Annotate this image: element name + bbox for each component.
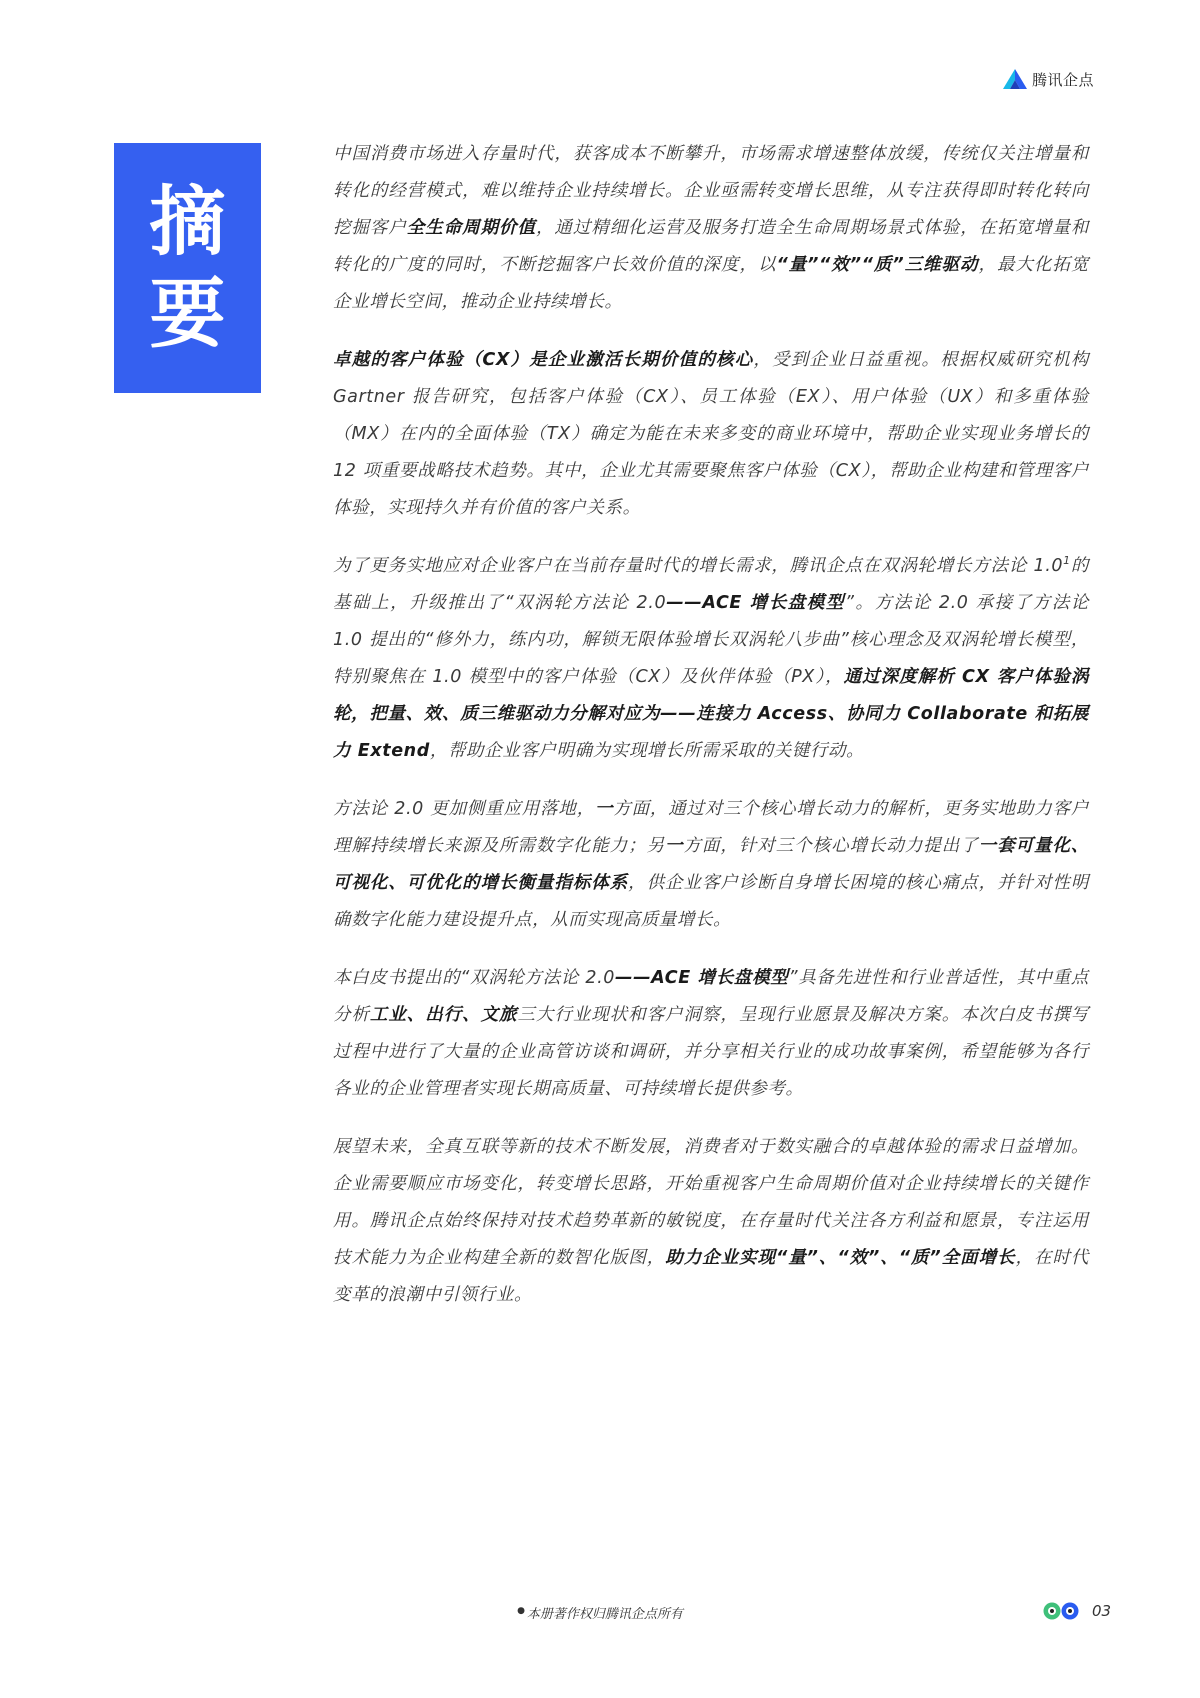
page-number-group <box>1040 1601 1111 1621</box>
p4-text-1: 方法论 2.0 更加侧重应用落地， <box>333 799 595 819</box>
p6-text-2: ，在时代变革的浪潮中引领行业。 <box>333 1248 1089 1305</box>
brand-name: 腾讯企点 <box>1032 70 1095 89</box>
qidian-mascot-icon <box>1040 1601 1088 1621</box>
p6-bold-1: 助力企业实现“量”、“效”、“质”全面增长 <box>665 1248 1016 1268</box>
p4-bold-2: 一 <box>665 836 684 856</box>
paragraph-4 <box>333 791 1089 939</box>
paragraph-1 <box>333 136 1089 321</box>
p5-bold-1: ——ACE 增长盘模型 <box>614 968 789 988</box>
p1-bold-2: “量”“效”“质”三维驱动 <box>776 255 979 275</box>
p4-text-3: 方面，针对三个核心增长动力提出了 <box>683 836 979 856</box>
paragraph-3 <box>333 548 1089 770</box>
abstract-content <box>333 136 1089 1335</box>
p3-text-1: 为了更务实地应对企业客户在当前存量时代的增长需求，腾讯企点在双涡轮增长方法论 1.0 <box>333 556 1064 576</box>
p3-bold-1: ——ACE 增长盘模型 <box>666 593 845 613</box>
abstract-title-block <box>114 143 261 393</box>
title-char-2: 要 <box>149 269 226 358</box>
p4-bold-1: 一 <box>595 799 614 819</box>
p3-bold-2: 通过深度解析 CX 客户体验涡轮，把量、效、质三维驱动力分解对应为——连接力 Access、协同力 Collaborate 和拓展力 Extend <box>333 667 1089 761</box>
p5-bold-2: 工业、出行、文旅 <box>369 1005 518 1025</box>
p5-text-2: ”具备先进性和行业普适性，其中重点分析 <box>333 968 1090 1025</box>
header-logo <box>1002 68 1094 90</box>
p6-text-1: 展望未来，全真互联等新的技术不断发展，消费者对于数实融合的卓越体验的需求日益增加。企业需要顺应市场变化，转变增长思路，开始重视客户生命周期价值对企业持续增长的关键作用。腾讯企点始终保持对技术趋势革新的敏锐度，在存量时代关注各方利益和愿景，专注运用技术能力为企业构建全新的数智化版图， <box>333 1137 1089 1268</box>
p4-text-2: 方面，通过对三个核心增长动力的解析，更务实地助力客户理解持续增长来源及所需数字化能力；另 <box>333 799 1089 856</box>
paragraph-6 <box>333 1129 1089 1314</box>
copyright-note <box>0 1603 1200 1622</box>
copyright-dot: ● <box>517 1605 525 1616</box>
p3-text-2: 的基础上，升级推出了“双涡轮方法论 2.0 <box>333 556 1090 613</box>
p4-bold-3: 一套可量化、可视化、可优化的增长衡量指标体系 <box>333 836 1089 893</box>
p3-text-3: ”。方法论 2.0 承接了方法论 1.0 提出的“修外力，练内功，解锁无限体验增长双涡轮八步曲”核心理念及双涡轮增长模型，特别聚焦在 1.0 模型中的客户体验（CX）及伙伴体验（PX）， <box>333 593 1089 687</box>
p3-text-4: ，帮助企业客户明确为实现增长所需采取的关键行动。 <box>429 741 865 761</box>
p2-text-1: ，受到企业日益重视。根据权威研究机构Gartner 报告研究，包括客户体验（CX）、员工体验（EX）、用户体验（UX）和多重体验（MX）在内的全面体验（TX）确定为能在未来多变的商业环境中，帮助企业实现业务增长的 12 项重要战略技术趋势。其中，企业尤其需要聚焦客户体验（CX），帮助企业构建和管理客户体验，实现持久并有价值的客户关系。 <box>333 350 1089 518</box>
paragraph-5 <box>333 960 1089 1108</box>
page-number: 03 <box>1092 1602 1112 1620</box>
p2-bold-1: 卓越的客户体验（CX）是企业激活长期价值的核心 <box>333 350 754 370</box>
footnote-marker: 1 <box>1063 554 1071 568</box>
p5-text-3: 三大行业现状和客户洞察，呈现行业愿景及解决方案。本次白皮书撰写过程中进行了大量的企业高管访谈和调研，并分享相关行业的成功故事案例，希望能够为各行各业的企业管理者实现长期高质量、可持续增长提供参考。 <box>333 1005 1089 1099</box>
p5-text-1: 本白皮书提出的“双涡轮方法论 2.0 <box>333 968 615 988</box>
tencent-qidian-logo-icon <box>1002 68 1028 90</box>
p1-text-2: ，通过精细化运营及服务打造全生命周期场景式体验，在拓宽增量和转化的广度的同时，不断挖掘客户长效价值的深度，以 <box>333 218 1090 275</box>
p1-text-3: ，最大化拓宽企业增长空间，推动企业持续增长。 <box>333 255 1089 312</box>
p4-text-4: ，供企业客户诊断自身增长困境的核心痛点，并针对性明确数字化能力建设提升点，从而实现高质量增长。 <box>333 873 1089 930</box>
p1-text-1: 中国消费市场进入存量时代，获客成本不断攀升，市场需求增速整体放缓，传统仅关注增量和转化的经营模式，难以维持企业持续增长。企业亟需转变增长思维，从专注获得即时转化转向挖掘客户 <box>333 144 1089 238</box>
p1-bold-1: 全生命周期价值 <box>406 218 536 238</box>
copyright-text: 本册著作权归腾讯企点所有 <box>526 1607 683 1622</box>
title-char-1: 摘 <box>149 177 226 266</box>
paragraph-2 <box>333 342 1089 527</box>
